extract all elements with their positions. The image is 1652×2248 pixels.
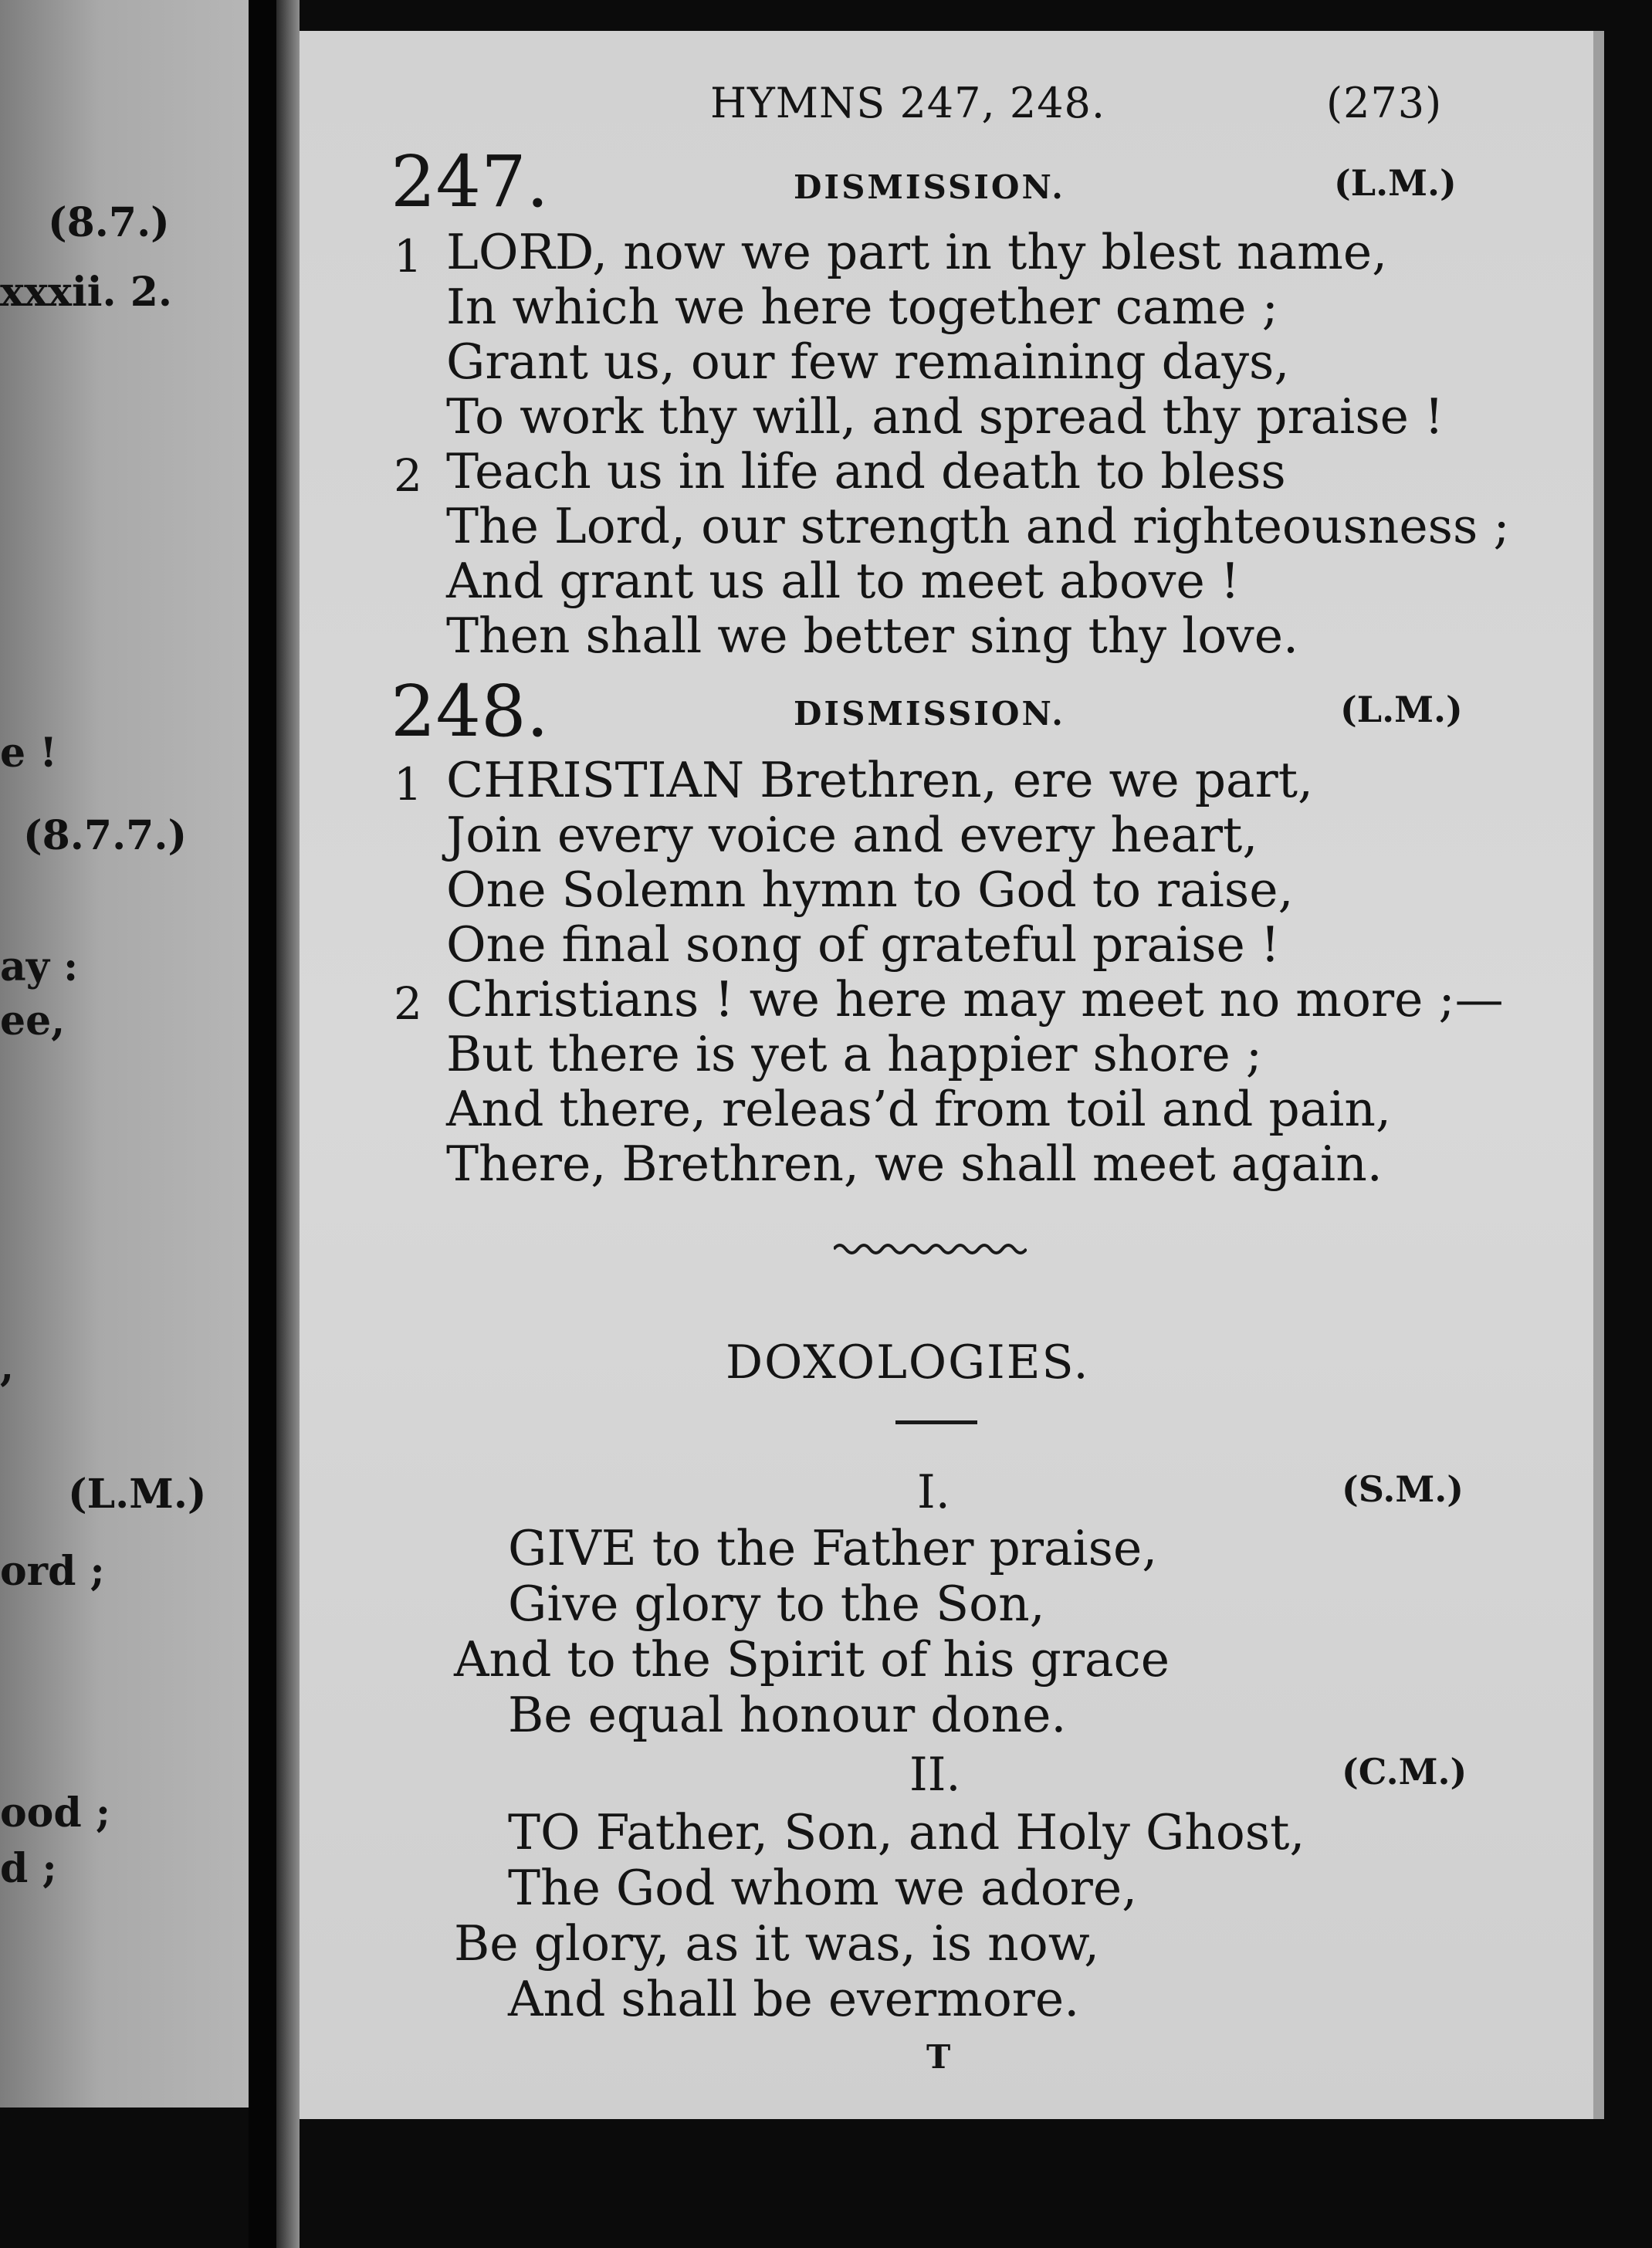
hymn-number: 247.: [391, 140, 549, 223]
page-number: (273): [1326, 79, 1443, 127]
hymn-meter: (L.M.): [1340, 689, 1463, 730]
doxology-meter: (C.M.): [1342, 1751, 1468, 1793]
doxology-line: TO Father, Son, and Holy Ghost,: [508, 1804, 1305, 1860]
verse-line: In which we here together came ;: [446, 279, 1278, 335]
section-title: DOXOLOGIES.: [726, 1336, 1090, 1390]
verse-line: And grant us all to meet above !: [446, 553, 1241, 609]
verse-line: CHRISTIAN Brethren, ere we part,: [446, 752, 1314, 808]
doxology-line: The God whom we adore,: [508, 1860, 1138, 1916]
verse-number: 1: [394, 230, 422, 283]
verse-number: 2: [394, 449, 422, 502]
hymn-subject: DISMISSION.: [794, 695, 1065, 733]
hymn-meter: (L.M.): [1334, 162, 1457, 204]
left-fragment-text-5: ord ;: [0, 1548, 105, 1595]
verse-line: LORD, now we part in thy blest name,: [446, 224, 1388, 280]
verse-line: To work thy will, and spread thy praise !: [446, 388, 1444, 445]
verse-number: 2: [394, 977, 422, 1030]
book-gutter: [249, 0, 276, 2248]
verse-number: 1: [394, 758, 422, 811]
left-fragment-text-1: e !: [0, 730, 58, 777]
running-title: HYMNS 247, 248.: [710, 79, 1106, 127]
left-fragment-meter-1: (8.7.): [48, 199, 170, 246]
left-fragment-reference: xxxii. 2.: [0, 269, 173, 316]
left-page-fragment: [0, 0, 249, 2108]
left-fragment-text-2: ay :: [0, 943, 79, 990]
wave-ornament: [834, 1235, 1027, 1266]
doxology-line: And to the Spirit of his grace: [454, 1631, 1170, 1688]
verse-line: And there, releas’d from toil and pain,: [446, 1081, 1391, 1137]
verse-line: One final song of grateful praise !: [446, 916, 1281, 973]
doxology-line: Be equal honour done.: [508, 1687, 1067, 1743]
verse-line: Grant us, our few remaining days,: [446, 333, 1290, 390]
verse-line: Then shall we better sing thy love.: [446, 608, 1299, 664]
left-fragment-text-4: ,: [0, 1343, 15, 1390]
doxology-line: Be glory, as it was, is now,: [454, 1915, 1100, 1972]
left-fragment-text-3: ee,: [0, 997, 66, 1044]
signature-mark: T: [926, 2038, 951, 2076]
verse-line: Christians ! we here may meet no more ;—: [446, 971, 1504, 1028]
verse-line: Teach us in life and death to bless: [446, 443, 1286, 499]
verse-line: The Lord, our strength and righteousness ;: [446, 498, 1510, 554]
verse-line: There, Brethren, we shall meet again.: [446, 1136, 1383, 1192]
doxology-numeral: II.: [909, 1748, 961, 1802]
doxology-line: And shall be evermore.: [508, 1971, 1080, 2027]
verse-line: Join every voice and every heart,: [446, 807, 1258, 863]
title-rule: [895, 1420, 977, 1424]
left-fragment-text-7: d ;: [0, 1845, 57, 1892]
doxology-numeral: I.: [917, 1465, 950, 1519]
doxology-line: GIVE to the Father praise,: [508, 1520, 1158, 1576]
hymn-page: [300, 31, 1604, 2119]
left-fragment-meter-2: (8.7.7.): [23, 812, 188, 859]
verse-line: But there is yet a happier shore ;: [446, 1026, 1262, 1082]
hymn-number: 248.: [391, 670, 549, 753]
gutter-shadow: [276, 0, 300, 2248]
hymn-subject: DISMISSION.: [794, 168, 1065, 206]
verse-line: One Solemn hymn to God to raise,: [446, 862, 1294, 918]
left-fragment-meter-3: (L.M.): [68, 1471, 207, 1518]
doxology-line: Give glory to the Son,: [508, 1576, 1045, 1632]
left-fragment-text-6: ood ;: [0, 1789, 111, 1837]
doxology-meter: (S.M.): [1342, 1468, 1464, 1510]
